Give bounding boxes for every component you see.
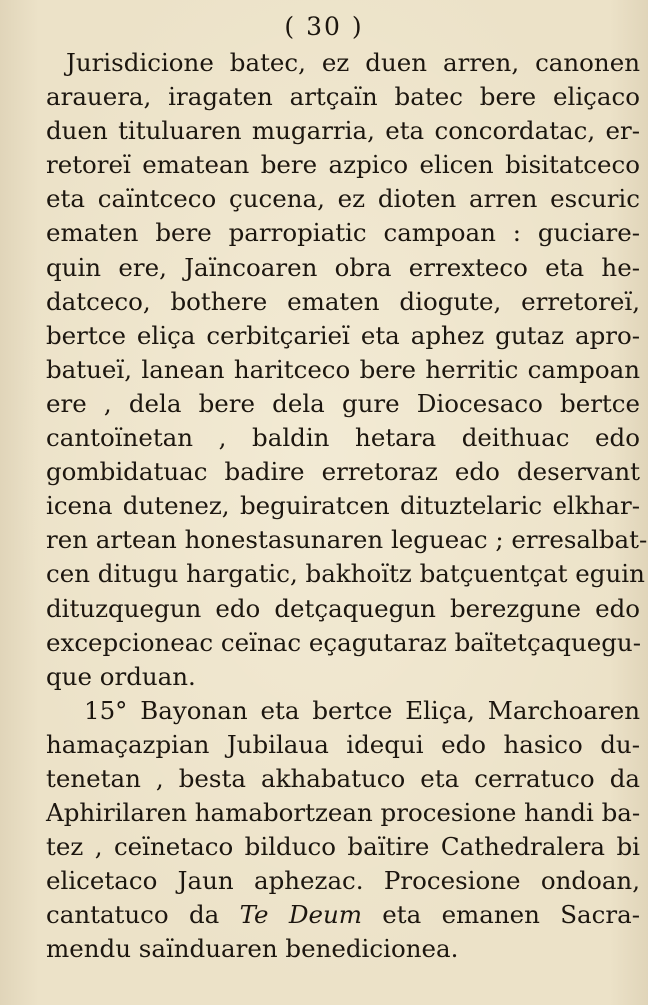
- text-line: 15° Bayonan eta bertce Eliça, Marchoaren: [84, 695, 640, 725]
- text-line: tez , ceïnetaco bilduco baïtire Cathedralera bi: [46, 832, 640, 862]
- text-line: ere , dela bere dela gure Diocesaco bertce: [46, 388, 640, 418]
- text-line: eta caïntceco çucena, ez dioten arren escuric: [46, 184, 640, 214]
- text-line: icena dutenez, beguiratcen dituztelaric elkhar-: [46, 491, 640, 521]
- text-line: que orduan.: [46, 661, 196, 691]
- text-line: ematen bere parropiatic campoan : guciare-: [46, 218, 640, 248]
- text-line: tenetan , besta akhabatuco eta cerratuco da: [46, 763, 640, 793]
- text-line: quin ere, Jaïncoaren obra errexteco eta he-: [46, 252, 640, 282]
- text-line: mendu saïnduaren benedicionea.: [46, 934, 459, 964]
- text-line: Jurisdicione batec, ez duen arren, canonen: [66, 48, 640, 77]
- text-run: eta emanen Sacra-: [361, 900, 640, 930]
- text-line: batueï, lanean haritceco bere herritic campoan: [46, 354, 640, 384]
- body-text: [46, 46, 648, 967]
- text-line: gombidatuac badire erretoraz edo deservant: [46, 457, 640, 487]
- text-line: elicetaco Jaun aphezac. Procesione ondoan,: [46, 866, 640, 896]
- paragraph-2: [46, 694, 640, 967]
- text-line: cen ditugu hargatic, bakhoïtz batçuentçat eguin: [46, 559, 645, 589]
- text-line: dituzquegun edo detçaquegun berezgune edo: [46, 593, 640, 623]
- text-run: cantatuco da: [46, 900, 240, 930]
- text-line: duen tituluaren mugarria, eta concordatac, er-: [46, 116, 640, 146]
- italic-text-run: Te Deum: [239, 900, 362, 930]
- text-line: retoreï ematean bere azpico elicen bisitatceco: [46, 150, 640, 180]
- text-line: datceco, bothere ematen diogute, erretoreï,: [46, 286, 640, 316]
- text-line-with-italic: [46, 898, 640, 932]
- page-number: ( 30 ): [284, 12, 364, 41]
- text-line: Aphirilaren hamabortzean procesione handi ba-: [46, 798, 641, 828]
- text-line: arauera, iragaten artçaïn batec bere eliçaco: [46, 82, 640, 112]
- text-line: cantoïnetan , baldin hetara deithuac edo: [46, 423, 640, 453]
- paragraph-1: [46, 46, 648, 694]
- text-line: bertce eliça cerbitçarieï eta aphez gutaz apro-: [46, 320, 640, 350]
- text-line: ren artean honestasunaren legueac ; erresalbat-: [46, 525, 648, 555]
- text-line: excepcioneac ceïnac eçagutaraz baïtetçaquegu-: [46, 627, 641, 657]
- text-line: hamaçazpian Jubilaua idequi edo hasico du-: [46, 729, 640, 759]
